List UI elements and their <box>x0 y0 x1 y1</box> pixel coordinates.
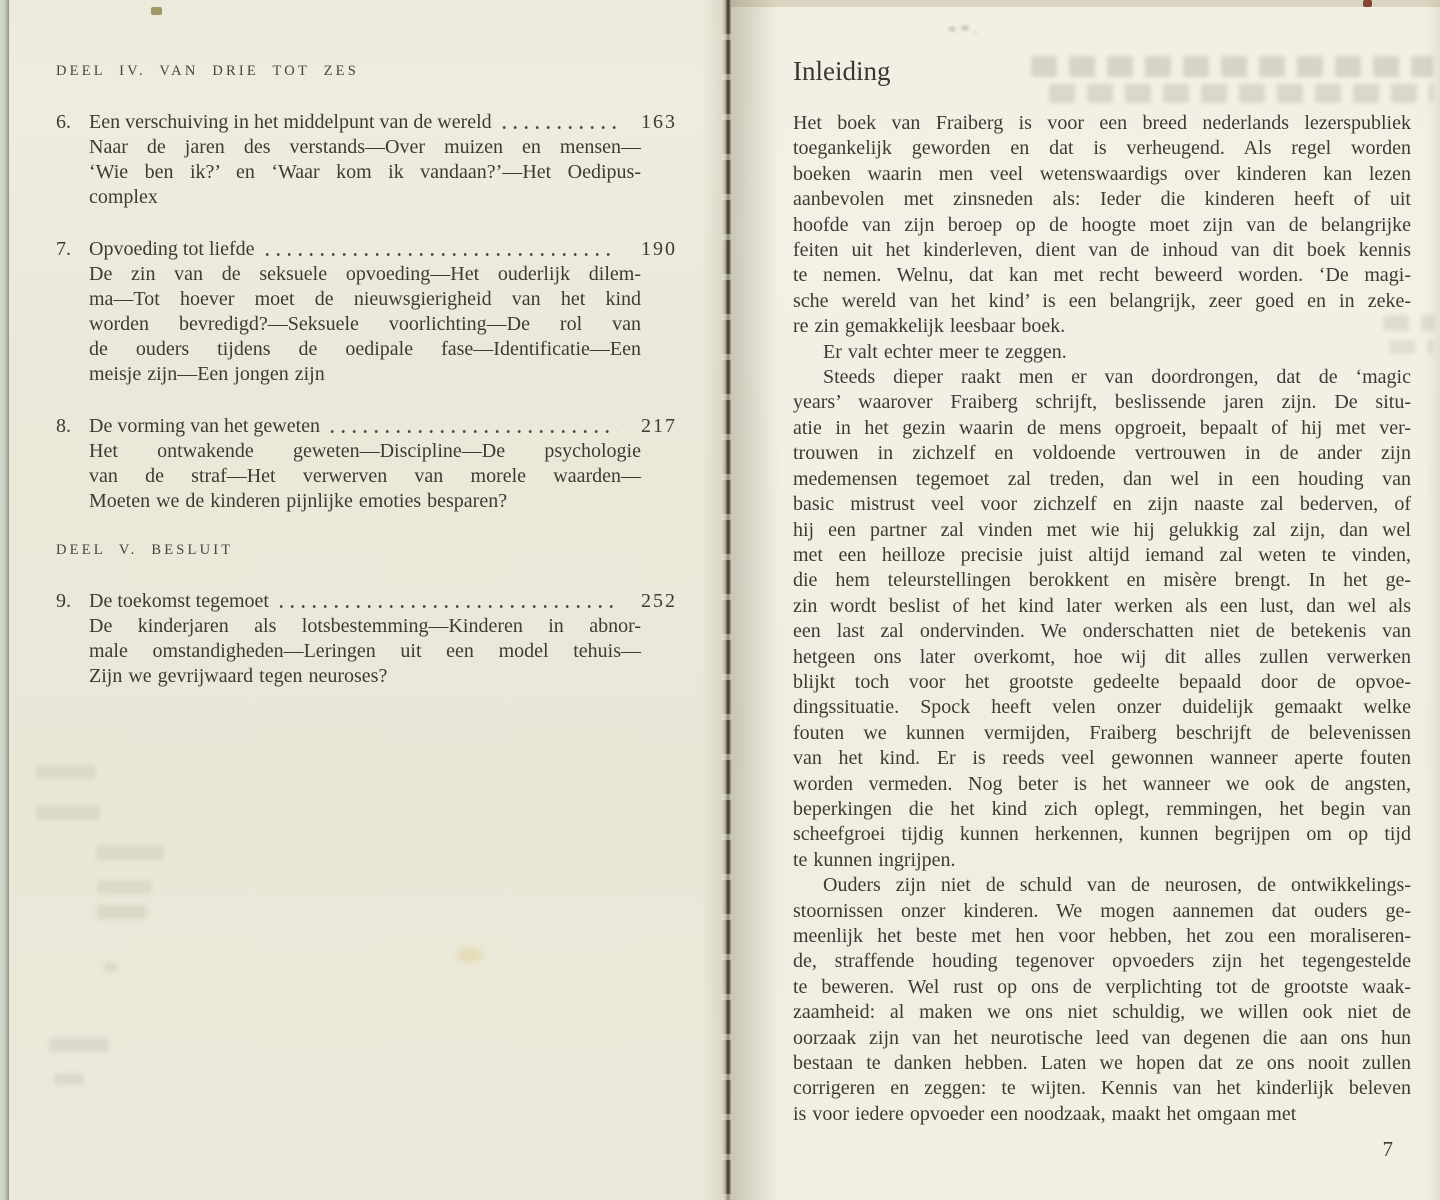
body-line: met een heilloze precisie juist altijd iemand zal weten te vinden, <box>793 543 1411 566</box>
toc-description-line: De kinderjaren als lotsbestemming—Kinderen in abnor- <box>89 615 641 637</box>
stain-mark <box>457 948 483 962</box>
body-line: die hem teleurstellingen berokkent en misère brengt. In het ge- <box>793 569 1411 592</box>
book-edge-strip <box>0 0 9 1200</box>
toc-page-number: 217 <box>641 415 677 437</box>
table-of-contents <box>56 62 677 716</box>
body-line: oorzaak zijn van het neurotische leed van degenen die aan ons hun <box>793 1026 1411 1049</box>
body-line: Ouders zijn niet de schuld van de neurosen, de ontwikkelings- <box>823 874 1411 897</box>
body-line: Er valt echter meer te zeggen. <box>823 340 1067 363</box>
body-line: medemensen tegemoet zal treden, dan wel in een houding van <box>793 467 1411 490</box>
body-line: feiten uit het kinderleven, dient van de inhoud van dit boek kennis <box>793 239 1411 262</box>
toc-page-number: 190 <box>641 238 677 260</box>
stain-mark <box>151 7 162 15</box>
chapter-title: Inleiding <box>793 56 891 86</box>
body-line: boeken waarin men veel wetenswaardigs over kinderen kan lezen <box>793 162 1411 185</box>
bleed-through-mark <box>97 880 152 894</box>
body-line: corrigeren en zeggen: te wijten. Kennis van het kinderlijk beleven <box>793 1077 1411 1100</box>
toc-entry-title: Een verschuiving in het middelpunt van de wereld <box>89 111 492 133</box>
dot-leader <box>330 428 617 435</box>
body-line: sche wereld van het kind’ is een belangrijk, zeer goed en in zeke- <box>793 289 1411 312</box>
body-line: zin wordt beslist of het kind later werken als een lust, dan wel als <box>793 594 1411 617</box>
body-paragraph <box>793 340 1411 365</box>
toc-page-number: 163 <box>641 111 677 133</box>
toc-description-line: ‘Wie ben ik?’ en ‘Waar kom ik vandaan?’—Het Oedipus- <box>89 161 641 183</box>
body-line: te beweren. Wel rust op ons de verplichting tot de grootste waak- <box>793 975 1411 998</box>
toc-entry-number: 6. <box>56 111 71 133</box>
bleed-through-mark <box>97 905 147 919</box>
toc-description-line: van de straf—Het verwerven van morele waarden— <box>89 465 641 487</box>
toc-entry-number: 9. <box>56 590 71 612</box>
body-paragraph <box>793 111 1411 340</box>
stain-mark <box>1363 0 1372 7</box>
toc-section <box>56 62 677 514</box>
body-line: is voor iedere opvoeder een noodzaak, maakt het omgaan met <box>793 1102 1297 1125</box>
body-line: scheefgroei tijdig kunnen herkennen, kunnen begrijpen om op tijd <box>793 823 1411 846</box>
dot-leader <box>279 603 617 610</box>
body-line: trouwen in zichzelf en voldoende vertrouwen in de ander zijn <box>793 442 1411 465</box>
bleed-through-mark <box>36 805 100 821</box>
toc-entry-title-row <box>56 110 677 135</box>
body-line: basic mistrust veel voor zichzelf en zijn naaste zal bederven, of <box>793 493 1411 516</box>
gutter-shadow <box>731 0 779 1200</box>
pencil-mark <box>945 22 979 35</box>
body-line: years’ waarover Fraiberg schrijft, beslissende jaren zijn. De situ- <box>793 391 1411 414</box>
toc-entry-number: 7. <box>56 238 71 260</box>
dot-leader <box>265 251 617 258</box>
body-line: atie in het gezin waarin de mens opgroeit, bepaalt of hij met ver- <box>793 416 1411 439</box>
toc-description-line: ma—Tot hoever moet de nieuwsgierigheid van het kind <box>89 288 641 310</box>
toc-description-line: male omstandigheden—Leringen uit een model tehuis— <box>89 640 641 662</box>
toc-entry-title: De toekomst tegemoet <box>89 590 269 612</box>
page-number: 7 <box>1382 1137 1393 1162</box>
body-text <box>793 111 1411 1127</box>
body-line: een last zal ondervinden. We onderschatten niet de betekenis van <box>793 620 1411 643</box>
toc-section-heading: DEEL V. BESLUIT <box>56 542 234 558</box>
body-line: re zin gemakkelijk leesbaar boek. <box>793 315 1066 338</box>
body-line: fouten we kunnen vermijden, Fraiberg beschrijft de belevenissen <box>793 721 1411 744</box>
body-line: meenlijk het beste met hen voor hebben, het zou een moraliseren- <box>793 925 1411 947</box>
body-line: beperkingen die het kind zich oplegt, remmingen, het begin van <box>793 797 1411 820</box>
toc-description-line: worden bevredigd?—Seksuele voorlichting—De rol van <box>89 313 641 335</box>
toc-description-line: Het ontwakende geweten—Discipline—De psychologie <box>89 440 641 462</box>
body-line: hoofde van zijn beroep op de hoogte moet zijn van de belangrijke <box>793 213 1411 236</box>
toc-section <box>56 541 677 689</box>
right-page <box>731 0 1440 1200</box>
body-line: stoornissen onzer kinderen. We mogen aannemen dat ouders ge- <box>793 899 1411 922</box>
toc-entry-description <box>89 135 641 210</box>
toc-description-line: Zijn we gevrijwaard tegen neuroses? <box>89 665 388 687</box>
bleed-through-mark <box>104 962 118 972</box>
toc-description-line: De zin van de seksuele opvoeding—Het ouderlijk dilem- <box>89 263 641 285</box>
bleed-through-mark <box>36 765 96 779</box>
bleed-through-mark <box>54 1073 84 1085</box>
body-line: de, straffende houding tegenover opvoeders zijn het tegengestelde <box>793 950 1411 973</box>
body-line: aanbevolen met zinsneden als: Ieder die kinderen heeft of uit <box>793 188 1411 211</box>
toc-description-line: de ouders tijdens de oedipale fase—Identificatie—Een <box>89 338 641 360</box>
body-line: zaamheid: al maken we ons niet schuldig, we willen ook niet de <box>793 1001 1411 1024</box>
toc-section-heading: DEEL IV. VAN DRIE TOT ZES <box>56 63 359 79</box>
toc-entry-title-row <box>56 589 677 614</box>
toc-entry-title: Opvoeding tot liefde <box>89 238 255 260</box>
toc-entry <box>56 414 677 514</box>
bleed-through-mark <box>96 845 164 861</box>
body-line: te nemen. Welnu, dat kan met recht beweerd worden. ‘De magi- <box>793 264 1411 287</box>
bleed-through-mark <box>49 1038 109 1052</box>
toc-entry <box>56 589 677 689</box>
left-page <box>9 0 728 1200</box>
toc-entry-description <box>89 262 641 387</box>
body-line: Steeds dieper raakt men er van doordrongen, dat de ‘magic <box>823 366 1411 389</box>
body-line: van het kind. Er is reeds veel gewonnen wanneer aperte fouten <box>793 747 1411 770</box>
body-line: hetgeen ons later overkomt, hoe wij dit alles zullen verwerken <box>793 645 1411 668</box>
page-edge-shade <box>1426 0 1440 1200</box>
body-line: worden vermeden. Nog beter is het wanneer we ook de angsten, <box>793 772 1411 795</box>
toc-entry-number: 8. <box>56 415 71 437</box>
toc-page-number: 252 <box>641 590 677 612</box>
body-line: hij een partner zal vinden met wie hij gelukkig zal zijn, dan wel <box>793 518 1411 541</box>
toc-description-line: Moeten we de kinderen pijnlijke emoties besparen? <box>89 490 508 512</box>
body-paragraph <box>793 365 1411 873</box>
toc-entry-title-row <box>56 414 677 439</box>
dot-leader <box>502 124 617 131</box>
toc-entry <box>56 237 677 387</box>
toc-description-line: Naar de jaren des verstands—Over muizen en mensen— <box>89 136 641 158</box>
body-line: toegankelijk geworden en dat is verheugend. Als regel worden <box>793 137 1411 160</box>
toc-entry-description <box>89 614 641 689</box>
toc-entry-title: De vorming van het geweten <box>89 415 321 437</box>
body-paragraph <box>793 873 1411 1127</box>
chapter-page-content <box>793 56 1411 1163</box>
toc-entry-description <box>89 439 641 514</box>
page-top-edge <box>731 0 1440 7</box>
toc-description-line: meisje zijn—Een jongen zijn <box>89 363 325 385</box>
body-line: blijkt toch voor het grootste gedeelte bepaald door de opvoe- <box>793 670 1411 693</box>
toc-entry <box>56 110 677 210</box>
body-line: bestaan te danken hebben. Laten we hopen dat ze ons nooit zullen <box>793 1052 1411 1075</box>
body-line: te kunnen ingrijpen. <box>793 848 956 871</box>
body-line: Het boek van Fraiberg is voor een breed nederlands lezerspubliek <box>793 112 1411 134</box>
body-line: dingssituatie. Spock heeft velen onzer duidelijk gemaakt welke <box>793 696 1411 719</box>
toc-description-line: complex <box>89 186 158 208</box>
toc-entry-title-row <box>56 237 677 262</box>
